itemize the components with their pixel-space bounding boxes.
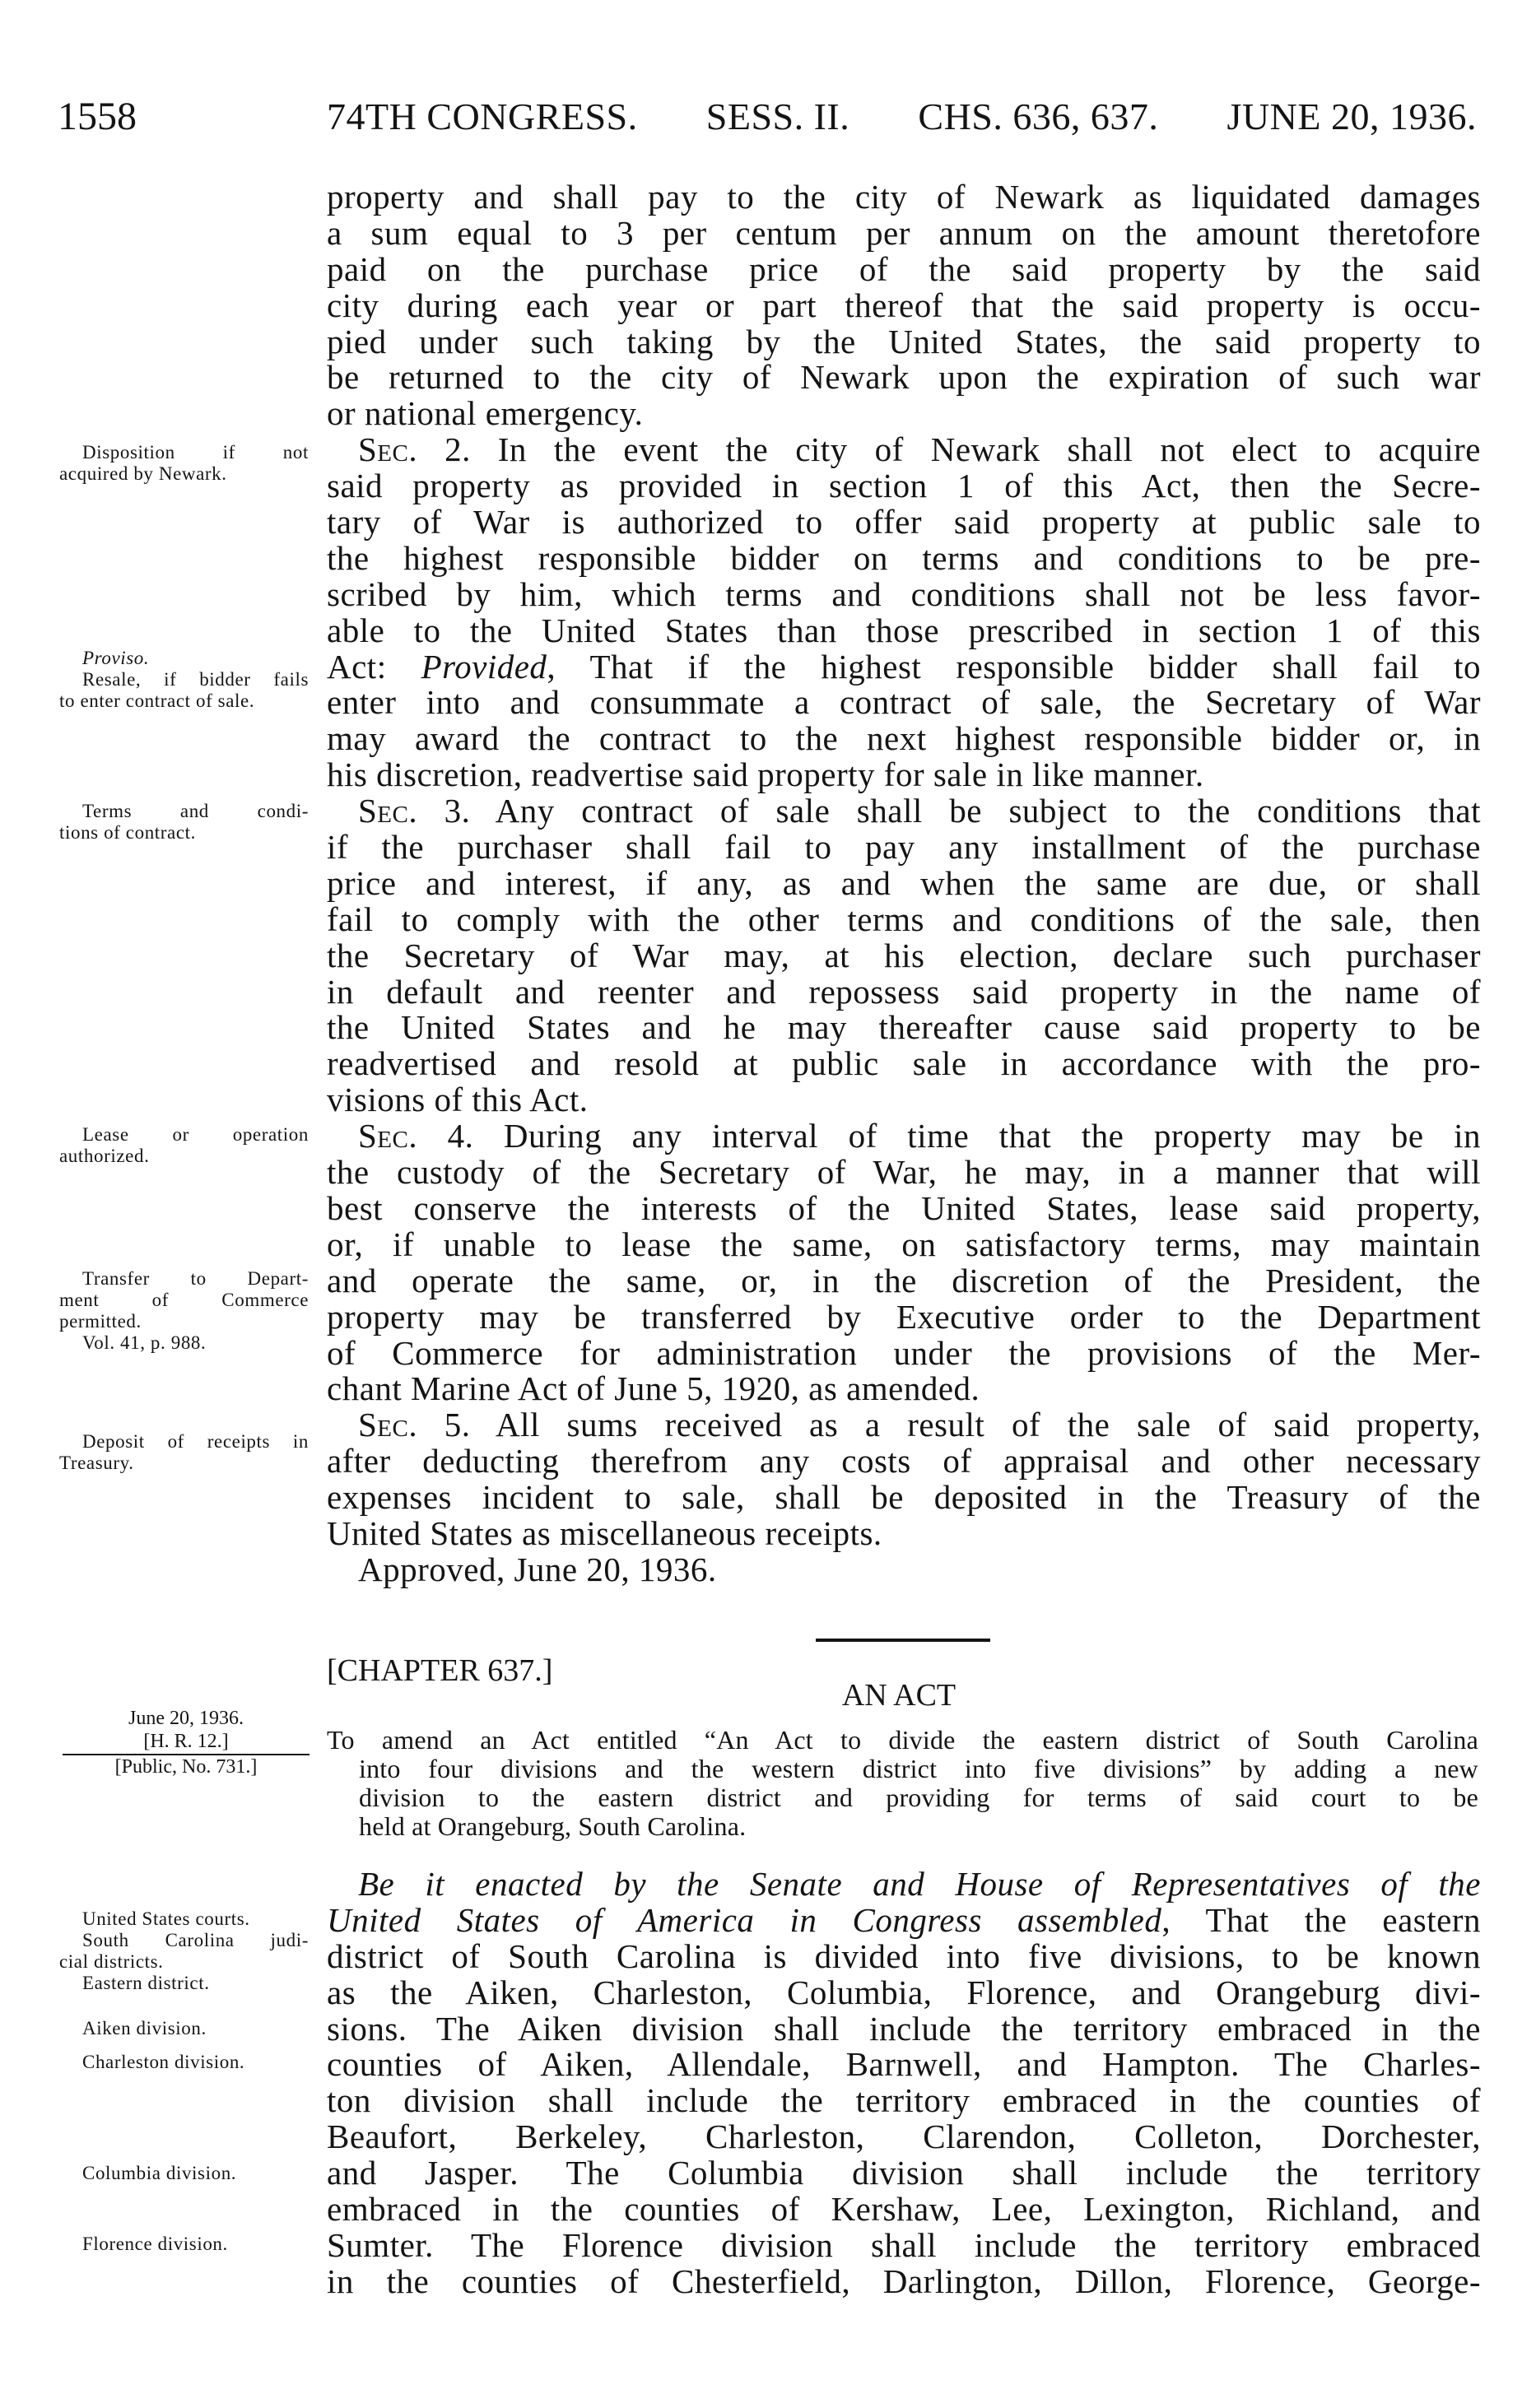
text-run: , That the eastern — [1161, 1900, 1481, 1939]
act-title-line: held at Orangeburg, South Carolina. — [359, 1811, 747, 1841]
text-line: price and interest, if any, as and when the same are due, or shall — [327, 863, 1481, 902]
chapter-636-text — [327, 179, 1481, 1588]
italic-run: Be it enacted by the Senate and House of Representatives of the — [358, 1865, 1481, 1903]
act-title-line: division to the eastern district and providing for terms of said court to be — [359, 1783, 1478, 1812]
text-run: Act: — [327, 647, 421, 686]
margin-note-line: Proviso. — [82, 648, 150, 668]
text-run: 2. In the event the city of Newark shall not elect to acquire — [417, 430, 1481, 469]
text-line — [327, 793, 1481, 830]
text-line: the Secretary of War may, at his election, declare such purchaser — [327, 936, 1481, 974]
text-line: able to the United States than those prescribed in section 1 of this — [327, 611, 1481, 649]
text-line: city during each year or part thereof that the said property is occu- — [327, 286, 1481, 324]
text-line: in the counties of Chesterfield, Darlington, Dillon, Florence, George- — [327, 2262, 1481, 2300]
text-line: Approved, June 20, 1936. — [358, 1550, 717, 1588]
text-line: property may be transferred by Executive order to the Department — [327, 1297, 1481, 1336]
margin-note-florence — [59, 2234, 309, 2255]
margin-note-line: Disposition if not — [82, 442, 309, 463]
act-title — [327, 1726, 1478, 1841]
margin-note-line: Terms and condi- — [82, 801, 309, 821]
text-line: paid on the purchase price of the said property by the said — [327, 249, 1481, 288]
text-line: embraced in the counties of Kershaw, Lee, Lexington, Richland, and — [327, 2190, 1481, 2229]
text-line: and Jasper. The Columbia division shall include the territory — [327, 2154, 1481, 2192]
running-head-chapters: CHS. 636, 637. — [918, 95, 1159, 137]
text-line: and operate the same, or, in the discretion of the President, the — [327, 1261, 1481, 1299]
public-law-number: [Public, No. 731.] — [114, 1756, 258, 1778]
text-line — [327, 649, 1481, 686]
margin-note-line: Transfer to Depart- — [82, 1268, 309, 1289]
act-title-line: into four divisions and the western district into five divisions” by adding a new — [359, 1754, 1478, 1783]
margin-note-line: acquired by Newark. — [59, 463, 227, 484]
text-line: in default and reenter and repossess said property in the name of — [327, 972, 1481, 1011]
section-label: Sec. — [358, 792, 418, 830]
text-line: best conserve the interests of the United States, lease said property, — [327, 1188, 1481, 1227]
text-line: may award the contract to the next highest responsible bidder or, in — [327, 719, 1481, 758]
margin-note-line: South Carolina judi- — [82, 1930, 309, 1950]
margin-note-line: Deposit of receipts in — [82, 1431, 309, 1452]
text-line: fail to comply with the other terms and conditions of the sale, then — [327, 900, 1481, 938]
margin-note-line: tions of contract. — [59, 822, 197, 843]
text-line: his discretion, readvertise said property for sale in like manner. — [327, 755, 1204, 794]
text-line: the highest responsible bidder on terms and conditions to be pre- — [327, 538, 1481, 577]
margin-note-line: Eastern district. — [82, 1973, 210, 1993]
text-line — [327, 1866, 1481, 1903]
text-line: chant Marine Act of June 5, 1920, as amended. — [327, 1369, 980, 1408]
text-line — [327, 1900, 1481, 1939]
italic-run: Provided — [421, 647, 547, 686]
margin-note-line: Lease or operation — [82, 1124, 309, 1145]
text-line: as the Aiken, Charleston, Columbia, Florence, and Orangeburg divi- — [327, 1973, 1481, 2011]
margin-note-transfer — [59, 1268, 309, 1354]
margin-note-terms — [59, 801, 309, 844]
text-run: 3. Any contract of sale shall be subject to the conditions that — [417, 792, 1481, 830]
bill-info — [63, 1707, 310, 1778]
text-line: readvertised and resold at public sale in accordance with the pro- — [327, 1044, 1481, 1083]
running-head-date: JUNE 20, 1936. — [1226, 95, 1477, 137]
text-line: expenses incident to sale, shall be deposited in the Treasury of the — [327, 1478, 1481, 1517]
margin-note-line: permitted. — [59, 1311, 142, 1332]
text-line: after deducting therefrom any costs of appraisal and other necessary — [327, 1442, 1481, 1481]
margin-note-columbia — [59, 2163, 309, 2184]
margin-note-disposition — [59, 442, 309, 485]
text-line: the United States and he may thereafter cause said property to be — [327, 1008, 1481, 1047]
margin-note-line: authorized. — [59, 1146, 150, 1166]
margin-note-line: to enter contract of sale. — [59, 690, 255, 711]
margin-note-line: ment of Commerce — [59, 1290, 309, 1310]
margin-note-line: Aiken division. — [82, 2018, 207, 2038]
text-line: if the purchaser shall fail to pay any installment of the purchase — [327, 828, 1481, 867]
text-run: , That if the highest responsible bidder shall fail to — [547, 647, 1481, 686]
act-heading: AN ACT — [841, 1678, 957, 1713]
text-line: ton division shall include the territory embraced in the counties of — [327, 2081, 1481, 2120]
margin-note-line: Columbia division. — [82, 2163, 237, 2183]
text-line — [327, 432, 1481, 468]
margin-note-proviso — [59, 648, 309, 712]
text-line: property and shall pay to the city of Newark as liquidated damages — [327, 178, 1481, 216]
text-line — [327, 1118, 1481, 1155]
text-line: or, if unable to lease the same, on satisfactory terms, may maintain — [327, 1225, 1481, 1263]
margin-note-line: Charleston division. — [82, 2052, 245, 2072]
margin-note-line: Treasury. — [59, 1453, 134, 1473]
text-line: counties of Aiken, Allendale, Barnwell, and Hampton. The Charles- — [327, 2045, 1481, 2084]
text-line — [327, 1407, 1481, 1443]
text-line: a sum equal to 3 per centum per annum on the amount theretofore — [327, 213, 1481, 252]
chapter-637-text — [327, 1866, 1481, 2300]
text-line: of Commerce for administration under the provisions of the Mer- — [327, 1333, 1481, 1372]
running-head — [327, 92, 1477, 142]
italic-run: United States of America in Congress assembled — [327, 1900, 1162, 1939]
page-number: 1558 — [58, 95, 137, 138]
text-line: tary of War is authorized to offer said property at public sale to — [327, 503, 1481, 542]
margin-note-courts — [59, 1908, 309, 1994]
margin-note-charleston — [59, 2052, 309, 2073]
chapter-divider-rule — [816, 1639, 990, 1642]
margin-note-line: United States courts. — [82, 1908, 250, 1929]
bill-number: [H. R. 12.] — [143, 1731, 229, 1752]
text-line: visions of this Act. — [327, 1081, 589, 1119]
margin-note-line: Florence division. — [82, 2234, 228, 2254]
text-line: said property as provided in section 1 of this Act, then the Secre- — [327, 467, 1481, 505]
chapter-label: [CHAPTER 637.] — [327, 1653, 553, 1688]
margin-note-deposit — [59, 1431, 309, 1474]
text-line: or national emergency. — [327, 394, 644, 433]
section-label: Sec. — [358, 430, 418, 469]
text-run: 4. During any interval of time that the property may be in — [417, 1117, 1481, 1155]
text-line: enter into and consummate a contract of sale, the Secretary of War — [327, 683, 1481, 722]
section-label: Sec. — [358, 1117, 418, 1155]
act-title-line: To amend an Act entitled “An Act to divide the eastern district of South Carolina — [327, 1725, 1478, 1755]
running-head-congress: 74TH CONGRESS. — [327, 95, 638, 137]
text-line: sions. The Aiken division shall include the territory embraced in the — [327, 2009, 1481, 2048]
text-line: district of South Carolina is divided into five divisions, to be known — [327, 1936, 1481, 1975]
margin-note-line: Vol. 41, p. 988. — [82, 1332, 207, 1353]
margin-note-line: cial districts. — [59, 1951, 164, 1972]
text-line: scribed by him, which terms and conditions shall not be less favor- — [327, 574, 1481, 613]
margin-note-lease — [59, 1124, 309, 1167]
running-head-session: SESS. II. — [705, 95, 850, 137]
section-label: Sec. — [358, 1406, 418, 1444]
margin-note-line: Resale, if bidder fails — [82, 669, 309, 690]
text-line: Sumter. The Florence division shall include the territory embraced — [327, 2225, 1481, 2264]
text-line: pied under such taking by the United States, the said property to — [327, 322, 1481, 360]
text-line: Beaufort, Berkeley, Charleston, Clarendon, Colleton, Dorchester, — [327, 2117, 1481, 2156]
text-line: United States as miscellaneous receipts. — [327, 1513, 882, 1552]
text-line: be returned to the city of Newark upon the expiration of such war — [327, 358, 1481, 397]
text-line: the custody of the Secretary of War, he may, in a manner that will — [327, 1153, 1481, 1192]
margin-note-aiken — [59, 2018, 309, 2039]
bill-date: June 20, 1936. — [128, 1708, 244, 1729]
text-run: 5. All sums received as a result of the sale of said property, — [417, 1406, 1481, 1444]
